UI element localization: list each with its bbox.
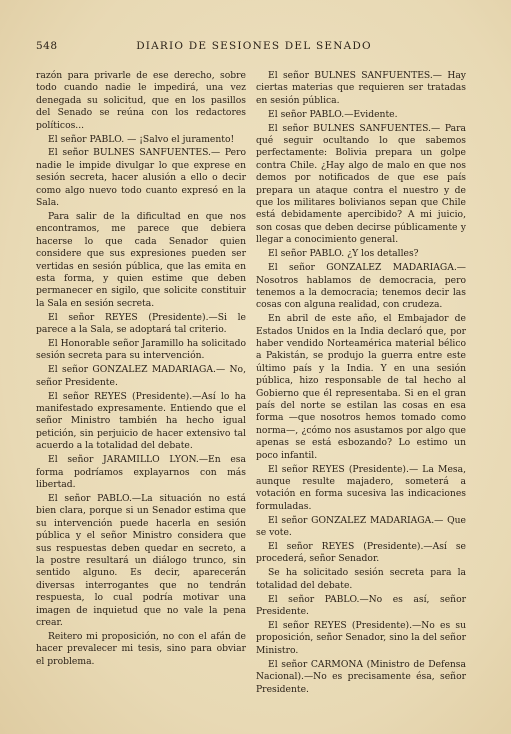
- paragraph: El señor PABLO. ¿Y los detalles?: [268, 248, 419, 260]
- paragraph: El señor PABLO.—Evidente.: [268, 108, 398, 120]
- page-number: 548: [36, 40, 58, 52]
- paragraph: En abril de este año, el Embajador de Estados Unidos en la India declaró que, por haber vendido Norteamérica material bélico a Pakistán, se produjo la guerra entre este último país y la India. Y en una sesión pública, hizo responsable de tal hecho al Gobierno que él representaba. Si en el gran país del norte se estilan las cosas en esa forma —que nosotros hemos tomado como norma—, ¿cómo nos asustamos por algo que apenas se está esbozando? Lo estimo un poco infantil.: [256, 313, 466, 461]
- paragraph: El Honorable señor Jaramillo ha solicitado sesión secreta para su intervención.: [36, 338, 246, 362]
- paragraph: El señor GONZALEZ MADARIAGA.— Nosotros hablamos de democracia, pero tenemos a la democracia; tenemos decir las cosas con alguna realidad, con crudeza.: [256, 262, 466, 311]
- running-head: DIARIO DE SESIONES DEL SENADO: [136, 40, 372, 52]
- paragraph: Para salir de la dificultad en que nos encontramos, me parece que debiera hacerse lo que cada Senador quien considere que sus expresiones pueden ser vertidas en sesión pública, que las emita en esta forma, y quien estime que deben permanecer en sigilo, que solicite constituir la Sala en sesión secreta.: [36, 210, 246, 309]
- paragraph: El señor PABLO. — ¡Salvo el juramento!: [48, 133, 235, 145]
- paragraph: El señor REYES (Presidente).—Si le parece a la Sala, se adoptará tal criterio.: [36, 311, 246, 336]
- paragraph: razón para privarle de ese derecho, sobre todo cuando nadie le impedirá, una vez denegada su solicitud, que en los pasillos del Senado se reúna con los redactores políticos...: [36, 70, 246, 131]
- paragraph: El señor PABLO.—No es así, señor Presidente.: [256, 593, 466, 618]
- paragraph: El señor REYES (Presidente).—Así lo ha manifestado expresamente. Entiendo que el señor Ministro también ha hecho igual petición, sin perjuicio de hacer extensivo tal acuerdo a la totalidad del debate.: [36, 390, 246, 452]
- paragraph: El señor BULNES SANFUENTES.— Pero nadie le impide divulgar lo que exprese en sesión secreta, hacer alusión a ello o decir como algo nuevo todo cuanto expresó en la Sala.: [36, 147, 246, 209]
- paragraph: Reitero mi proposición, no con el afán de hacer prevalecer mi tesis, sino para obviar el problema.: [36, 630, 246, 667]
- right-column: [256, 70, 466, 697]
- paragraph: El señor GONZALEZ MADARIAGA.— Que se vote.: [256, 514, 466, 539]
- paragraph: El señor PABLO.—La situación no está bien clara, porque si un Senador estima que su intervención puede hacerla en sesión pública y el señor Ministro considera que sus respuestas deben quedar en secreto, a la postre resultará un diálogo trunco, sin sentido alguno. Es decir, aparecerán diversas interrogantes que no tendrán respuesta, lo cual podría motivar una imagen de inquietud que no vale la pena crear.: [36, 492, 246, 628]
- paragraph: El señor BULNES SANFUENTES.— Hay ciertas materias que requieren ser tratadas en sesión pública.: [256, 70, 466, 106]
- paragraph: El señor REYES (Presidente).— La Mesa, aunque resulte majadero, someterá a votación en forma sucesiva las indicaciones formuladas.: [256, 463, 466, 512]
- paragraph: Se ha solicitado sesión secreta para la totalidad del debate.: [256, 567, 466, 591]
- page-header: [36, 40, 472, 56]
- paragraph: El señor REYES (Presidente).—No es su proposición, señor Senador, sino la del señor Ministro.: [256, 619, 466, 656]
- paragraph: El señor JARAMILLO LYON.—En esa forma podríamos explayarnos con más libertad.: [36, 454, 246, 490]
- paragraph: El señor CARMONA (Ministro de Defensa Nacional).—No es precisamente ésa, señor Presidente.: [256, 658, 466, 695]
- left-column: [36, 70, 246, 670]
- paragraph: El señor REYES (Presidente).—Así se procederá, señor Senador.: [256, 541, 466, 565]
- paragraph: El señor BULNES SANFUENTES.— Para qué seguir ocultando lo que sabemos perfectamente: Bolivia prepara un golpe contra Chile. ¿Hay algo de malo en que nos demos por notificados de que ese país prepara un ataque contra el nuestro y de que los militares bolivianos sepan que Chile está debidamente apercibido? A mi juicio, son cosas que deben decirse públicamente y llegar a conocimiento general.: [256, 122, 466, 246]
- paragraph: El señor GONZALEZ MADARIAGA.— No, señor Presidente.: [36, 364, 246, 388]
